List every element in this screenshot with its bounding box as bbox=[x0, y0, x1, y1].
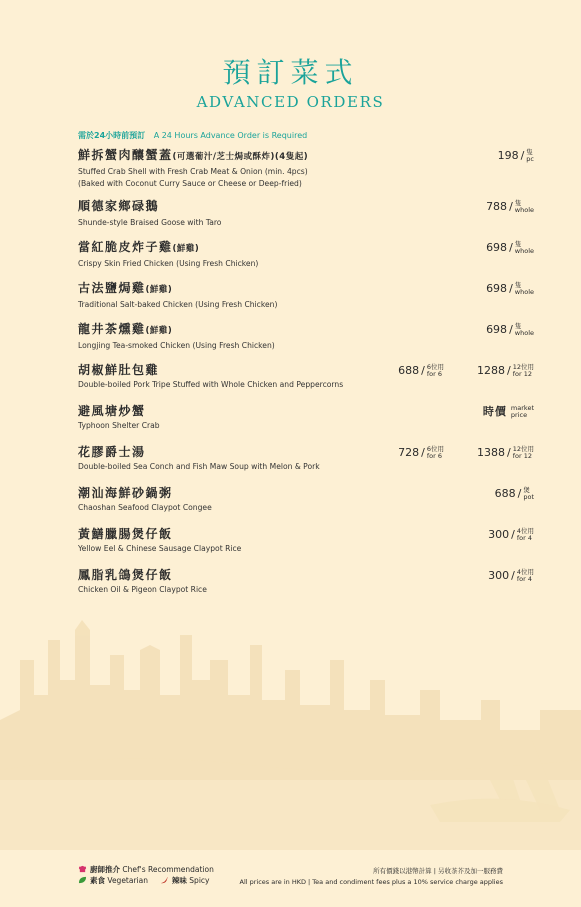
item-note: (鮮雞) bbox=[172, 244, 200, 254]
unit-zh: 4位用 bbox=[516, 568, 534, 576]
legend-spicy-zh: 辣味 bbox=[171, 876, 187, 885]
chili-icon bbox=[160, 876, 169, 884]
item-name bbox=[78, 444, 534, 460]
price-unit bbox=[427, 364, 444, 378]
menu-item bbox=[78, 239, 534, 270]
price-unit bbox=[517, 528, 534, 542]
menu-item bbox=[78, 567, 534, 596]
item-name-zh: 黃鱔臘腸煲仔飯 bbox=[78, 527, 173, 541]
item-name bbox=[78, 567, 534, 583]
item-name bbox=[78, 280, 534, 298]
unit-zh: 隻 bbox=[514, 281, 522, 289]
item-desc: Double-boiled Pork Tripe Stuffed with Whole Chicken and Peppercorns bbox=[78, 380, 344, 389]
unit-zh: 12位用 bbox=[512, 445, 534, 453]
item-name-zh: 順德家鄉碌鵝 bbox=[78, 199, 160, 213]
item-price: 1288 / 12位用 for 12 bbox=[477, 363, 534, 378]
price-unit bbox=[515, 282, 534, 296]
price-unit bbox=[511, 405, 534, 419]
item-name bbox=[78, 403, 534, 419]
menu-item bbox=[78, 362, 534, 391]
price-unit bbox=[427, 446, 444, 460]
legend bbox=[78, 864, 214, 886]
item-desc: Longjing Tea-smoked Chicken (Using Fresh Chicken) bbox=[78, 341, 275, 350]
item-note: (鮮雞) bbox=[145, 326, 173, 336]
page-title-en: ADVANCED ORDERS bbox=[196, 93, 385, 111]
unit-en: for 6 bbox=[426, 452, 442, 460]
item-name bbox=[78, 321, 534, 339]
chef-hat-icon bbox=[78, 865, 87, 873]
unit-zh: 6位用 bbox=[426, 363, 444, 371]
price-value: 788 bbox=[486, 200, 508, 213]
menu-item bbox=[78, 444, 534, 473]
unit-en: for 4 bbox=[516, 534, 532, 542]
item-price: 698 / 隻 whole bbox=[486, 281, 534, 296]
price-unit bbox=[515, 323, 534, 337]
price-unit bbox=[526, 149, 534, 163]
footnote-en: All prices are in HKD | Tea and condiment fees plus a 10% service charge applies bbox=[239, 878, 503, 886]
unit-zh: 4位用 bbox=[516, 527, 534, 535]
item-desc-2: (Baked with Coconut Curry Sauce or Cheese or Deep-fried) bbox=[78, 179, 302, 188]
item-desc: Shunde-style Braised Goose with Taro bbox=[78, 218, 222, 227]
price-value: 688 bbox=[494, 487, 516, 500]
legend-chef bbox=[78, 864, 214, 875]
price-value: 688 bbox=[398, 364, 420, 377]
skyline-illustration bbox=[0, 600, 581, 850]
item-desc: Yellow Eel & Chinese Sausage Claypot Rice bbox=[78, 544, 242, 553]
item-price: 198 / 隻 pc bbox=[497, 148, 534, 163]
price-value: 728 bbox=[398, 446, 420, 459]
price-unit bbox=[523, 487, 534, 501]
item-price: 300 / 4位用 for 4 bbox=[488, 527, 534, 542]
price-value: 1388 bbox=[477, 446, 505, 459]
item-name-zh: 花膠爵士湯 bbox=[78, 445, 146, 459]
item-name-zh: 龍井茶燻雞 bbox=[78, 322, 146, 336]
item-price: 698 / 隻 whole bbox=[486, 322, 534, 337]
unit-en: for 12 bbox=[512, 452, 532, 460]
price-unit bbox=[517, 569, 534, 583]
item-name-zh: 鮮拆蟹肉釀蟹蓋 bbox=[78, 148, 173, 162]
item-desc: Double-boiled Sea Conch and Fish Maw Soup with Melon & Pork bbox=[78, 462, 320, 471]
price-value: 300 bbox=[488, 569, 510, 582]
menu-item bbox=[78, 485, 534, 514]
item-price-small: 688 / 6位用 for 6 bbox=[398, 363, 444, 378]
unit-en: pc bbox=[526, 155, 534, 163]
item-name bbox=[78, 526, 534, 542]
menu-item bbox=[78, 147, 534, 190]
unit-en: pot bbox=[523, 493, 534, 501]
item-desc: Traditional Salt-baked Chicken (Using Fresh Chicken) bbox=[78, 300, 278, 309]
unit-zh: 煲 bbox=[523, 486, 530, 494]
legend-veg-spicy bbox=[78, 875, 214, 886]
unit-zh: 隻 bbox=[514, 199, 522, 207]
item-name bbox=[78, 147, 534, 165]
leaf-icon bbox=[78, 876, 87, 884]
item-price: 688 / 煲 pot bbox=[494, 486, 534, 501]
unit-en: for 4 bbox=[516, 575, 532, 583]
item-desc: Stuffed Crab Shell with Fresh Crab Meat & Onion (min. 4pcs) bbox=[78, 167, 308, 176]
price-unit bbox=[513, 364, 534, 378]
price-footnote bbox=[240, 866, 504, 888]
price-value: 198 bbox=[497, 149, 519, 162]
unit-en: whole bbox=[514, 247, 534, 255]
price-unit bbox=[515, 200, 534, 214]
notice-en: A 24 Hours Advance Order is Required bbox=[153, 131, 308, 140]
page-title-zh: 預訂菜式 bbox=[222, 56, 359, 89]
item-desc: Typhoon Shelter Crab bbox=[78, 421, 160, 430]
price-value: 698 bbox=[486, 323, 508, 336]
item-price: 1388 / 12位用 for 12 bbox=[477, 445, 534, 460]
item-name-zh: 潮汕海鮮砂鍋粥 bbox=[78, 486, 173, 500]
price-unit bbox=[513, 446, 534, 460]
notice-zh: 需於24小時前預訂 bbox=[78, 131, 146, 140]
legend-chef-zh: 廚師推介 bbox=[90, 865, 120, 874]
menu-item bbox=[78, 321, 534, 352]
item-price: 300 / 4位用 for 4 bbox=[488, 568, 534, 583]
item-desc: Chicken Oil & Pigeon Claypot Rice bbox=[78, 585, 207, 594]
item-price bbox=[483, 405, 534, 419]
legend-spicy-en: Spicy bbox=[189, 876, 210, 885]
price-value: 時價 bbox=[482, 405, 507, 418]
item-name-zh: 當紅脆皮炸子雞 bbox=[78, 240, 173, 254]
menu-item bbox=[78, 526, 534, 555]
item-name-zh: 避風塘炒蟹 bbox=[78, 404, 146, 418]
legend-chef-en: Chef's Recommendation bbox=[122, 865, 214, 874]
item-price-small: 728 / 6位用 for 6 bbox=[398, 445, 444, 460]
menu-item bbox=[78, 280, 534, 311]
unit-zh: market bbox=[510, 404, 534, 412]
unit-zh: 隻 bbox=[514, 322, 522, 330]
item-name bbox=[78, 362, 534, 378]
unit-zh: 隻 bbox=[514, 240, 522, 248]
unit-en: whole bbox=[514, 288, 534, 296]
price-value: 300 bbox=[488, 528, 510, 541]
item-name-zh: 胡椒鮮肚包雞 bbox=[78, 363, 160, 377]
price-value: 698 bbox=[486, 241, 508, 254]
item-name bbox=[78, 198, 534, 216]
menu-item bbox=[78, 198, 534, 229]
menu-header bbox=[0, 56, 581, 112]
footnote-zh: 所有價錢以港幣計算 | 另收茶芥及加一服務費 bbox=[373, 867, 503, 875]
unit-en: whole bbox=[514, 206, 534, 214]
price-value: 1288 bbox=[477, 364, 505, 377]
item-desc: Crispy Skin Fried Chicken (Using Fresh Chicken) bbox=[78, 259, 259, 268]
unit-en: for 12 bbox=[512, 370, 532, 378]
legend-veg-en: Vegetarian bbox=[107, 876, 148, 885]
unit-zh: 6位用 bbox=[426, 445, 444, 453]
item-desc: Chaoshan Seafood Claypot Congee bbox=[78, 503, 212, 512]
unit-en: for 6 bbox=[426, 370, 442, 378]
unit-zh: 隻 bbox=[526, 148, 533, 156]
item-name-zh: 古法鹽焗雞 bbox=[78, 281, 146, 295]
unit-en: price bbox=[510, 411, 528, 419]
price-unit bbox=[515, 241, 534, 255]
unit-zh: 12位用 bbox=[512, 363, 534, 371]
item-note: (鮮雞) bbox=[145, 285, 173, 295]
unit-en: whole bbox=[514, 329, 534, 337]
item-name bbox=[78, 239, 534, 257]
price-value: 698 bbox=[486, 282, 508, 295]
advance-order-notice bbox=[78, 130, 307, 141]
item-price: 788 / 隻 whole bbox=[486, 199, 534, 214]
legend-veg-zh: 素食 bbox=[90, 876, 105, 885]
item-price: 698 / 隻 whole bbox=[486, 240, 534, 255]
item-note: (可選葡汁/芝士焗或酥炸)(4隻起) bbox=[172, 152, 309, 162]
item-name-zh: 鳳脂乳鴿煲仔飯 bbox=[78, 568, 173, 582]
item-name bbox=[78, 485, 534, 501]
menu-item bbox=[78, 403, 534, 432]
